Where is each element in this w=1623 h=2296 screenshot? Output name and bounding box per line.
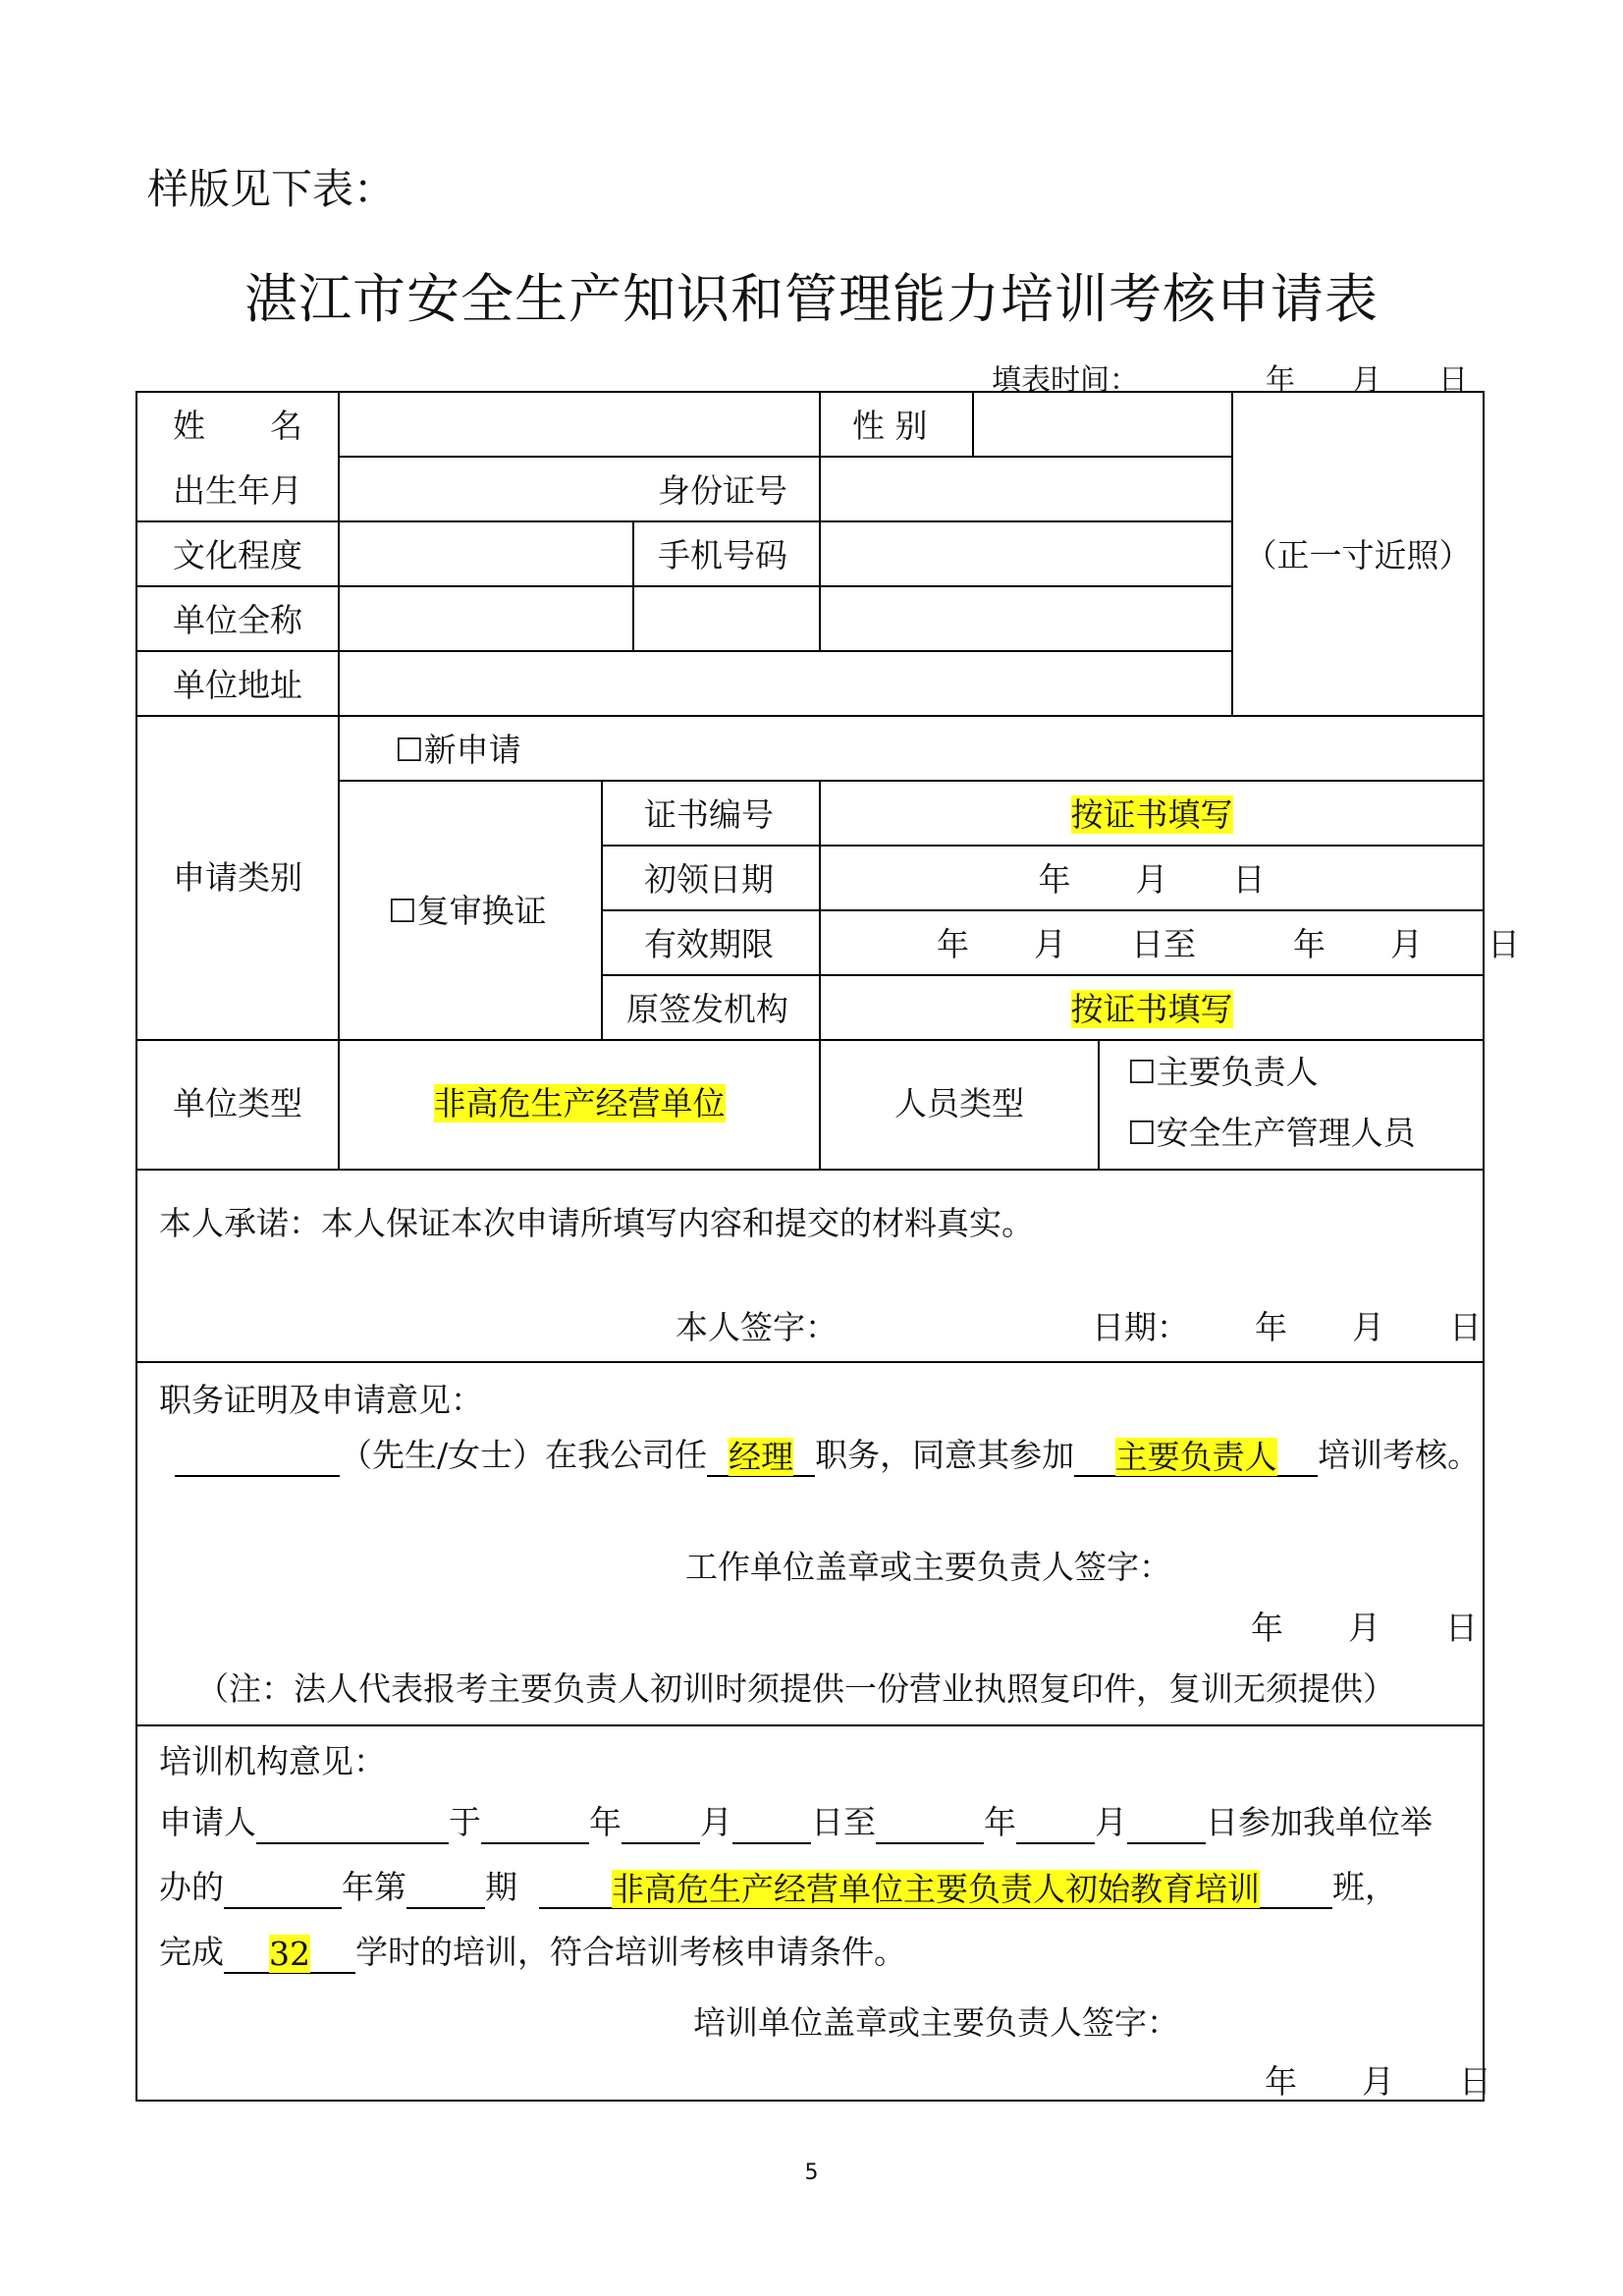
training-at: 于: [449, 1803, 481, 1841]
training-class: 班，: [1332, 1868, 1397, 1906]
label-birth: 出生年月: [173, 471, 302, 510]
value-unit-type: 非高危生产经营单位: [433, 1084, 726, 1122]
checkbox-safety-manager[interactable]: ☐安全生产管理人员: [1127, 1114, 1416, 1152]
label-education: 文化程度: [173, 536, 302, 574]
pledge-text: 本人承诺：本人保证本次申请所填写内容和提交的材料真实。: [159, 1204, 1034, 1242]
training-heading: 培训机构意见：: [159, 1742, 386, 1780]
label-phone: 手机号码: [658, 536, 787, 574]
training-applicant-label: 申请人: [159, 1803, 256, 1841]
line: [972, 393, 974, 458]
line: [819, 520, 821, 652]
line: [137, 650, 1233, 652]
line: [603, 909, 1483, 911]
fill-time-label: 填表时间：: [992, 363, 1139, 398]
employer-sign-label: 工作单位盖章或主要负责人签字：: [685, 1548, 1171, 1586]
blank-class-year: [224, 1868, 342, 1909]
label-person-type: 人员类型: [894, 1084, 1024, 1122]
value-issuer: 按证书填写: [1070, 990, 1233, 1028]
line: [340, 456, 1233, 458]
line: [340, 780, 1483, 782]
line: [137, 1724, 1483, 1726]
training-complete: 完成: [159, 1933, 224, 1971]
label-first-date: 初领日期: [644, 860, 774, 899]
line: [137, 1169, 1483, 1171]
line: [603, 974, 1483, 976]
label-gender: 性 别: [852, 407, 928, 445]
fill-time-day: 日: [1438, 363, 1468, 398]
training-month-2: 月: [1095, 1803, 1127, 1841]
blank-applicant: [256, 1803, 449, 1844]
pledge-sign-label: 本人签字：: [676, 1308, 838, 1346]
training-line-2: [159, 1866, 1397, 1909]
blank-end-day: [1127, 1803, 1206, 1844]
label-name: 姓 名: [173, 407, 302, 445]
label-unit-type: 单位类型: [173, 1084, 302, 1122]
training-held: 办的: [159, 1868, 224, 1906]
blank-end-month: [1016, 1803, 1095, 1844]
training-year-no: 年第: [342, 1868, 406, 1906]
photo-placeholder: （正一寸近照）: [1244, 536, 1472, 574]
intro-text: 样版见下表：: [147, 165, 396, 213]
blank-start-month: [622, 1803, 700, 1844]
label-issuer: 原签发机构: [626, 990, 788, 1028]
fill-time-year: 年: [1266, 363, 1295, 398]
training-day-join: 日参加我单位举: [1206, 1803, 1433, 1841]
employer-note: （注：法人代表报考主要负责人初训时须提供一份营业执照复印件，复训无须提供）: [196, 1669, 1395, 1708]
line: [137, 520, 1233, 522]
training-day-to: 日至: [811, 1803, 876, 1841]
line: [1098, 1039, 1100, 1171]
employer-mid: 职务，同意其参加: [815, 1436, 1075, 1474]
training-month-1: 月: [700, 1803, 732, 1841]
training-line-3: [159, 1931, 906, 1974]
value-position: 经理: [729, 1438, 794, 1476]
page-number: 5: [804, 2160, 819, 2185]
checkbox-renew[interactable]: ☐复审换证: [388, 892, 547, 930]
label-unit-name: 单位全称: [173, 601, 302, 639]
training-year-2: 年: [984, 1803, 1016, 1841]
value-cert-no: 按证书填写: [1070, 795, 1233, 834]
line: [632, 520, 634, 652]
checkbox-new-apply[interactable]: ☐新申请: [395, 731, 521, 769]
employer-heading: 职务证明及申请意见：: [159, 1381, 483, 1419]
value-validity: 年 月 日至 年 月 日: [937, 925, 1520, 963]
pledge-date-ymd: 年 月 日: [1255, 1308, 1482, 1346]
training-ymd: 年 月 日: [1265, 2062, 1491, 2101]
training-sign-label: 培训单位盖章或主要负责人签字：: [693, 2003, 1179, 2042]
employer-ymd: 年 月 日: [1251, 1609, 1478, 1647]
training-year-1: 年: [589, 1803, 622, 1841]
form-title: 湛江市安全生产知识和管理能力培训考核申请表: [244, 268, 1379, 330]
employer-statement: [175, 1434, 1480, 1477]
line: [601, 780, 603, 1041]
line: [137, 1361, 1483, 1363]
label-apply-type: 申请类别: [173, 858, 302, 897]
line: [819, 393, 821, 520]
label-id-no: 身份证号: [658, 471, 787, 510]
employer-gender-note: （先生/女士）在我公司任: [340, 1436, 708, 1474]
blank-applicant-name: [175, 1436, 340, 1477]
value-hours: 32: [269, 1935, 310, 1973]
training-line-1: [159, 1801, 1433, 1844]
employer-end: 培训考核。: [1318, 1436, 1481, 1474]
line: [338, 393, 340, 1169]
value-first-date: 年 月 日: [1038, 860, 1266, 899]
blank-end-year: [876, 1803, 984, 1844]
fill-time-month: 月: [1352, 363, 1381, 398]
training-hours-text: 学时的培训，符合培训考核申请条件。: [355, 1933, 906, 1971]
pledge-date-label: 日期：: [1092, 1308, 1189, 1346]
training-period: 期: [485, 1868, 517, 1906]
value-role: 主要负责人: [1114, 1438, 1277, 1476]
value-course: 非高危生产经营单位主要负责人初始教育培训: [612, 1870, 1260, 1908]
line: [603, 845, 1483, 847]
label-cert-no: 证书编号: [644, 795, 774, 834]
blank-period-no: [406, 1868, 485, 1909]
label-unit-addr: 单位地址: [173, 666, 302, 704]
blank-start-year: [481, 1803, 589, 1844]
label-validity: 有效期限: [644, 925, 774, 963]
line: [137, 585, 1233, 587]
checkbox-principal[interactable]: ☐主要负责人: [1127, 1053, 1319, 1091]
application-form: [135, 391, 1520, 2102]
blank-start-day: [732, 1803, 811, 1844]
